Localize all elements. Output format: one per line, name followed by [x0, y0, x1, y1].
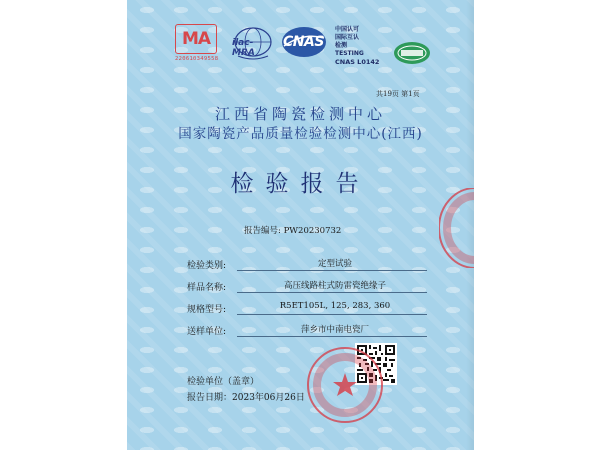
field-label: 规格型号:: [187, 305, 227, 315]
field-underline: [237, 270, 427, 271]
cnas-note-line: 国际互认: [335, 34, 360, 41]
seal-star-icon: [309, 349, 381, 421]
field-underline: [237, 314, 427, 315]
ilac-mra-logo: [230, 26, 276, 62]
cnas-text: CNAS: [283, 34, 324, 50]
edge-seal-arc-icon: [439, 188, 474, 268]
report-cover-sheet: [127, 0, 474, 450]
field-label: 样品名称:: [187, 283, 227, 293]
field-value: 萍乡市中南电瓷厂: [300, 325, 369, 335]
cnas-note-line: TESTING: [335, 50, 364, 57]
cnas-logo: [280, 24, 328, 60]
field-value: 定型试验: [317, 259, 352, 269]
cnca-badge: [392, 40, 432, 66]
report-title: 检验报告: [230, 171, 371, 197]
cnas-note-line: CNAS L0142: [335, 58, 380, 66]
field-label: 送样单位:: [187, 327, 227, 337]
inspection-unit: [187, 374, 259, 387]
report-date: [187, 390, 305, 403]
field-label: 检验类别:: [187, 261, 227, 271]
ilac-mra-text: ilac-MRA: [232, 38, 255, 58]
cma-number: 220610349558: [175, 56, 219, 62]
field-value: R5ET105L, 125, 283, 360: [279, 301, 391, 311]
cma-mark-text: MA: [181, 29, 211, 49]
green-badge-icon: [392, 40, 432, 66]
field-underline: [237, 292, 427, 293]
cnas-accreditation-note: [335, 26, 395, 66]
issuer-name-line2: 国家陶瓷产品质量检验检测中心(江西): [178, 126, 423, 142]
report-number-label: 报告编号:: [244, 226, 281, 236]
cnas-note-line: 中国认可: [335, 26, 360, 33]
field-value: 高压线路柱式防雷瓷绝缘子: [283, 281, 386, 291]
report-date-value: 2023年06月26日: [232, 393, 305, 403]
report-number: [244, 224, 341, 236]
official-seal: [307, 347, 383, 423]
page-count: 共19页 第1页: [376, 90, 420, 98]
cma-mark: [175, 24, 217, 54]
page-edge-seal: [439, 188, 474, 268]
report-date-label: 报告日期：: [187, 393, 233, 403]
field-underline: [237, 336, 427, 337]
inspection-unit-label: 检验单位（盖章）: [187, 377, 260, 387]
cnas-note-line: 检测: [335, 42, 348, 49]
report-number-value: PW20230732: [283, 226, 342, 236]
issuer-name-line1: 江西省陶瓷检测中心: [214, 105, 386, 123]
cma-logo: [175, 24, 221, 62]
